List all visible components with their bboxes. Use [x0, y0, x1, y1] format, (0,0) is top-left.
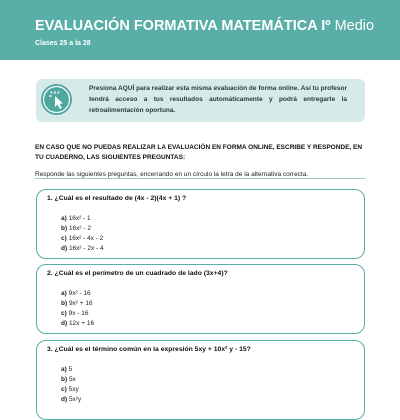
- option-a[interactable]: [61, 214, 104, 224]
- question-card: [36, 189, 365, 259]
- question-title: 3. ¿Cuál es el término común en la expresión 5xy + 10x² y - 15?: [47, 346, 251, 353]
- instructions-text: Responde las siguientes preguntas, encerrando en un círculo la letra de la alternativa correcta.: [35, 171, 309, 178]
- option-letter: a): [61, 290, 67, 297]
- option-c[interactable]: [61, 234, 104, 244]
- options-list: [61, 214, 104, 254]
- option-b[interactable]: [61, 375, 81, 385]
- option-letter: d): [61, 245, 68, 252]
- title-level: Medio: [330, 18, 375, 34]
- title-main: EVALUACIÓN FORMATIVA MATEMÁTICA Iº: [35, 18, 331, 34]
- option-text: 5: [66, 366, 73, 373]
- options-list: [61, 289, 94, 329]
- page-subtitle: Clases 25 a la 28: [35, 40, 91, 47]
- option-letter: b): [61, 225, 68, 232]
- option-d[interactable]: [61, 395, 81, 405]
- option-letter: d): [61, 396, 68, 403]
- option-letter: d): [61, 320, 68, 327]
- option-letter: b): [61, 300, 68, 307]
- option-text: 9x² + 16: [67, 300, 93, 307]
- option-d[interactable]: [61, 244, 104, 254]
- cursor-click-icon[interactable]: [41, 84, 72, 115]
- option-text: 5x: [67, 376, 76, 383]
- question-card: [36, 264, 365, 334]
- question-card: [36, 340, 365, 420]
- divider: [35, 178, 365, 179]
- option-text: 9x - 16: [66, 310, 89, 317]
- option-b[interactable]: [61, 224, 104, 234]
- option-text: 16x² - 4x - 2: [66, 235, 104, 242]
- option-a[interactable]: [61, 289, 94, 299]
- option-text: 16x² - 2x - 4: [67, 245, 104, 252]
- option-text: 9x² - 16: [66, 290, 91, 297]
- option-letter: c): [61, 386, 67, 393]
- option-c[interactable]: [61, 309, 94, 319]
- options-list: [61, 365, 81, 405]
- option-text: 16x² - 2: [67, 225, 91, 232]
- option-a[interactable]: [61, 365, 81, 375]
- option-text: 12x + 16: [67, 320, 95, 327]
- question-title: 1. ¿Cuál es el resultado de (4x - 2)(4x + 1) ?: [47, 195, 187, 202]
- option-letter: c): [61, 310, 67, 317]
- instructions-title: EN CASO QUE NO PUEDAS REALIZAR LA EVALUACIÓN EN FORMA ONLINE, ESCRIBE Y RESPONDE, EN TU CUADERNO, LAS SIGUIENTES PREGUNTAS:: [35, 144, 363, 161]
- page-title: [35, 18, 374, 34]
- option-letter: c): [61, 235, 67, 242]
- option-letter: a): [61, 366, 67, 373]
- option-letter: b): [61, 376, 68, 383]
- option-text: 5x²y: [67, 396, 82, 403]
- option-text: 5xy: [66, 386, 79, 393]
- online-evaluation-text: Presiona AQUÍ para realizar esta misma evaluación de forma online. Así tu profesor tendrá acceso a tus resultados automáticamente y podrá entregarte la retroalimentación oportuna.: [89, 85, 347, 114]
- option-d[interactable]: [61, 319, 94, 329]
- option-b[interactable]: [61, 299, 94, 309]
- header-banner: [0, 0, 400, 60]
- question-title: 2. ¿Cuál es el perímetro de un cuadrado de lado (3x+4)?: [47, 270, 228, 277]
- option-c[interactable]: [61, 385, 81, 395]
- online-evaluation-link[interactable]: [36, 79, 365, 122]
- option-letter: a): [61, 215, 67, 222]
- option-text: 16x² - 1: [66, 215, 91, 222]
